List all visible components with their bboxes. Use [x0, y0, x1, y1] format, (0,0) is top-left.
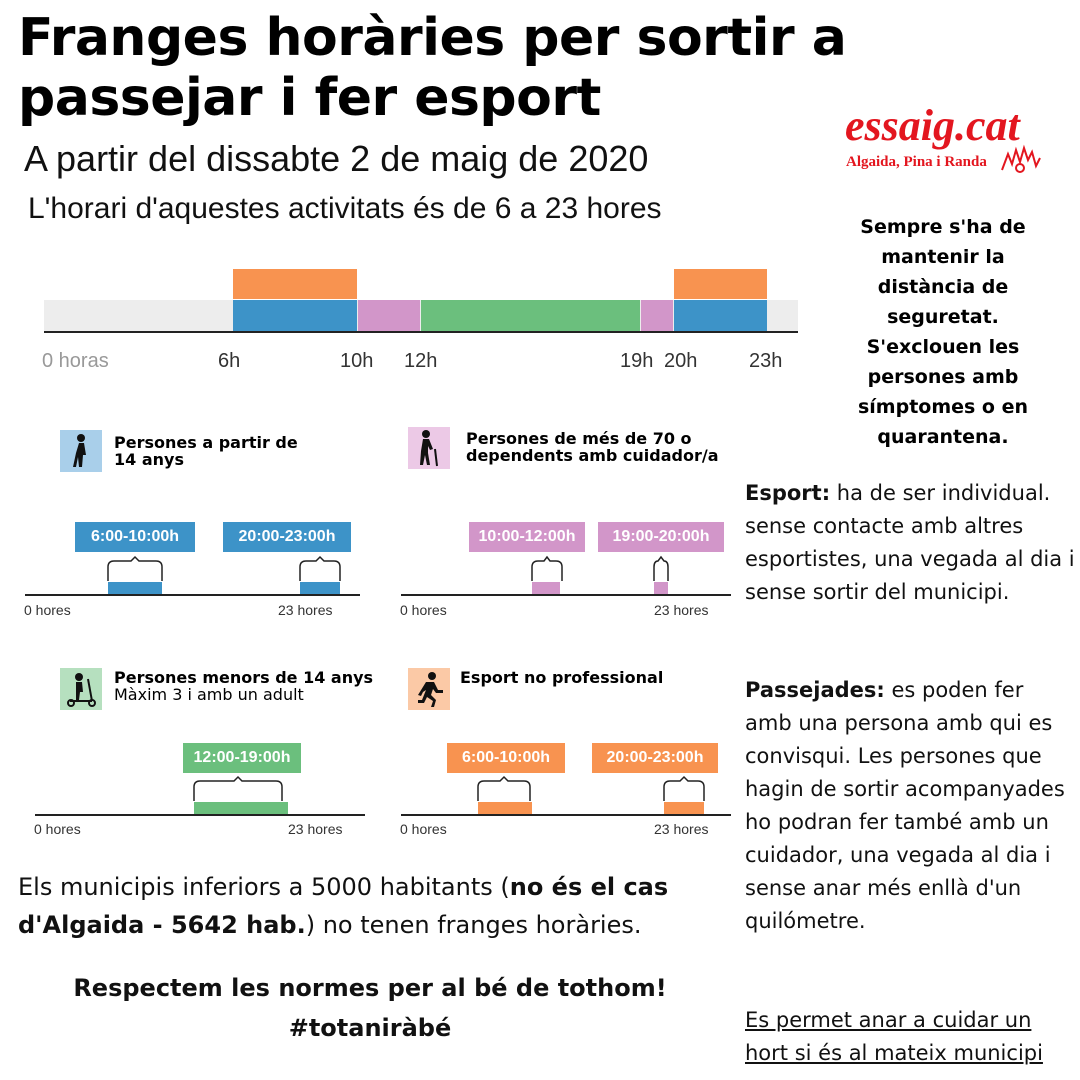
timeline-tick-6h: 6h — [218, 350, 241, 372]
brand-logo-icon — [1000, 144, 1042, 178]
subtitle-date: A partir del dissabte 2 de maig de 2020 — [24, 138, 649, 179]
hashtag: #totaniràbé — [288, 1014, 452, 1042]
segment-pink-morning — [358, 300, 420, 332]
slogan — [40, 968, 700, 1048]
axis-end-label: 23 hores — [288, 821, 343, 837]
safety-line: S'exclouen les — [866, 336, 1020, 358]
passejades-text: es poden fer amb una persona amb qui es convisqui. Les persones que hagin de sortir acompanyades ho podran fer també amb un cuidador, una vegada al dia i sense anar més enllà d'un quilómetre. — [745, 678, 1065, 933]
segment-blue-evening — [674, 300, 767, 332]
title-line-1: Franges horàries per sortir a — [18, 8, 847, 68]
group-children — [20, 665, 380, 845]
safety-note — [838, 212, 1048, 452]
safety-line: mantenir la — [881, 246, 1005, 268]
group-title-line: dependents amb cuidador/a — [466, 446, 719, 465]
timeline-tick-12h: 12h — [404, 350, 438, 372]
timeline-tick-19h: 19h — [620, 350, 654, 372]
timeline-start-label: 0 horas — [42, 350, 109, 372]
segment-green-midday — [421, 300, 640, 332]
axis-start-label: 0 hores — [400, 821, 447, 837]
esport-text: ha de ser individual. sense contacte amb altres esportistes, una vegada al dia i sense sortir del municipi. — [745, 481, 1075, 604]
elderly-cane-icon — [408, 427, 450, 469]
hort-paragraph — [745, 1004, 1075, 1070]
group-title — [466, 430, 719, 464]
time-slot-tag: 12:00-19:00h — [183, 743, 301, 773]
segment-orange-morning — [233, 269, 357, 299]
segment-pink-evening — [641, 300, 673, 332]
safety-line: quarantena. — [877, 426, 1009, 448]
note-part-a: Els municipis inferiors a 5000 habitants ( — [18, 873, 510, 901]
time-slot-tag: 6:00-10:00h — [447, 743, 565, 773]
group-title-line: Persones a partir de — [114, 433, 298, 452]
person-walking-icon — [60, 430, 102, 472]
time-slot-tag: 10:00-12:00h — [469, 522, 585, 552]
group-title: Esport no professional — [460, 668, 664, 687]
main-timeline — [40, 262, 800, 382]
title-line-2: passejar i fer esport — [18, 68, 601, 128]
esport-label: Esport: — [745, 481, 831, 505]
safety-line: símptomes o en — [857, 396, 1029, 418]
group-timeline — [20, 775, 380, 820]
segment-orange-evening — [674, 269, 767, 299]
group-adults — [20, 425, 370, 625]
group-elderly — [396, 425, 736, 625]
note-part-c: ) no tenen franges horàries. — [305, 911, 642, 939]
safety-line: distància de — [877, 276, 1009, 298]
time-slot-tag: 20:00-23:00h — [592, 743, 718, 773]
schedule-text: L'horari d'aquestes activitats és de 6 a 23 hores — [28, 192, 662, 225]
group-title-line: 14 anys — [114, 450, 184, 469]
runner-icon — [408, 668, 450, 710]
slogan-text: Respectem les normes per al bé de tothom! — [73, 974, 667, 1002]
safety-line: persones amb — [867, 366, 1019, 388]
group-sport — [396, 665, 736, 845]
group-title — [114, 669, 373, 703]
brand-tagline: Algaida, Pina i Randa — [846, 154, 987, 170]
time-slot-tag: 20:00-23:00h — [223, 522, 351, 552]
timeline-tick-10h: 10h — [340, 350, 374, 372]
group-timeline — [396, 775, 736, 820]
group-timeline — [20, 555, 370, 600]
passejades-paragraph — [745, 674, 1075, 938]
axis-end-label: 23 hores — [654, 602, 709, 618]
axis-start-label: 0 hores — [24, 602, 71, 618]
axis-end-label: 23 hores — [278, 602, 333, 618]
passejades-label: Passejades: — [745, 678, 885, 702]
group-subtitle: Màxim 3 i amb un adult — [114, 685, 304, 704]
time-slot-tag: 6:00-10:00h — [75, 522, 195, 552]
hort-text: Es permet anar a cuidar un hort si és al mateix municipi — [745, 1008, 1043, 1065]
axis-start-label: 0 hores — [34, 821, 81, 837]
group-title — [114, 434, 298, 468]
segment-blue-morning — [233, 300, 357, 332]
page-title — [18, 8, 858, 128]
esport-paragraph — [745, 477, 1075, 609]
time-slot-tag: 19:00-20:00h — [598, 522, 724, 552]
timeline-tick-23h: 23h — [749, 350, 783, 372]
child-scooter-icon — [60, 668, 102, 710]
brand-name[interactable]: essaig.cat — [845, 101, 1020, 150]
axis-start-label: 0 hores — [400, 602, 447, 618]
group-timeline — [396, 555, 736, 600]
note-part-b: no és el cas d'Algaida - 5642 hab. — [18, 873, 669, 939]
group-title-line: Persones menors de 14 anys — [114, 668, 374, 687]
group-title-line: Persones de més de 70 o — [466, 429, 692, 448]
axis-end-label: 23 hores — [654, 821, 709, 837]
safety-line: seguretat. — [887, 306, 999, 328]
safety-line: Sempre s'ha de — [860, 216, 1026, 238]
timeline-tick-20h: 20h — [664, 350, 698, 372]
municipalities-note — [18, 868, 718, 944]
